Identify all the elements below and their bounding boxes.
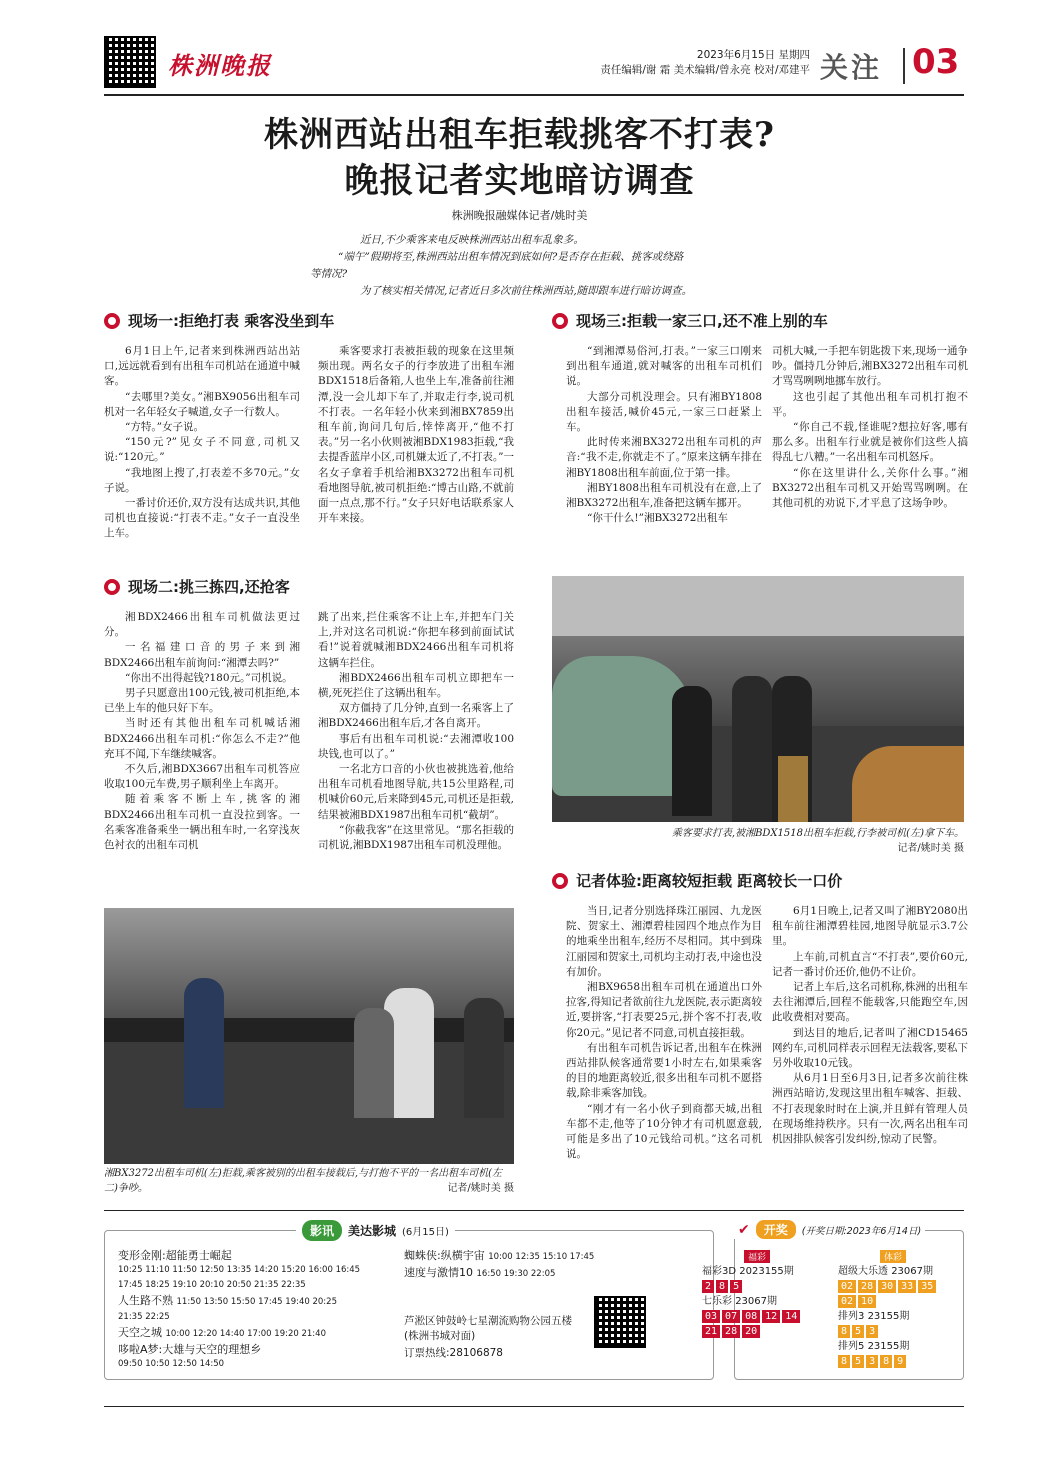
pl5-balls [838, 1354, 962, 1369]
photo2-caption [104, 1166, 514, 1196]
issue-date: 2023年6月15日 星期四 [696, 49, 810, 61]
section1-heading [104, 310, 334, 331]
ball: 08 [742, 1310, 760, 1323]
paragraph: 当日,记者分别选择珠江丽园、九龙医院、贺家土、湘潭碧桂园四个地点作为目的地乘坐出租车,经历不尽相同。其中到珠江丽园和贺家土,司机均主动打表,中途也没有加价。 [566, 905, 762, 978]
section4-col-b [772, 904, 968, 1147]
film-row [118, 1325, 398, 1342]
game-name: 福彩3D [702, 1266, 737, 1277]
newspaper-logo: 株洲晚报 [168, 51, 272, 80]
ball: 2 [702, 1280, 714, 1293]
section-name: 关注 [820, 51, 883, 84]
cinema-address: 芦淞区钟鼓岭七星潮流购物公园五楼(株洲书城对面) [404, 1315, 572, 1342]
paragraph: “去哪里?美女。”湘BX9056出租车司机对一名年轻女子喊道,女子一行数人。 [104, 390, 300, 418]
paragraph: 大部分司机没理会。只有湘BY1808出租车接活,喊价45元,一家三口赶紧上车。 [566, 390, 762, 434]
ball: 03 [702, 1310, 720, 1323]
paragraph: 乘客要求打表被拒载的现象在这里频频出现。两名女子的行李放进了出租车湘BDX1518后备箱,人也坐上车,准备前往湘潭,没一会儿却下车了,并取走行李,说司机不打表。一名年轻小伙来到湘BX7859出租车前,询问几句后,悻悻离开,“他不打表。”另一名小伙则被湘BDX1983拒载,“我去提香蓝岸小区,司机嫌太近了,不打表。”一名女子拿着手机给湘BX3272出租车司机看地图导航,被司机拒绝:“博古山路,不就前面一点点,那不行。”女子只好电话联系家人开车来接。 [318, 345, 514, 525]
ball: 5 [852, 1355, 864, 1368]
cinema-name: 美达影城 [348, 1224, 397, 1238]
section3-col-b [772, 344, 968, 511]
paragraph: 一名福建口音的男子来到湘BDX2466出租车前询问:“湘潭去吗?” [104, 641, 300, 669]
game-name: 排列3 [838, 1311, 865, 1322]
paragraph: 湘BX9658出租车司机在通道出口外拉客,得知记者欲前往九龙医院,表示距离较近,要拼客,“打表要25元,拼个客不打表,收你20元。”见记者不同意,司机直接拒载。 [566, 981, 762, 1039]
bullet-icon [552, 313, 568, 329]
film-title: 变形金刚:超能勇士崛起 [118, 1249, 232, 1262]
paragraph: 湘BY1808出租车司机没有在意,上了湘BX3272出租车,准备把这辆车挪开。 [566, 481, 762, 510]
section4-title: 记者体验:距离较短拒载 距离较长一口价 [576, 872, 843, 890]
lottery-badge: 开奖 [756, 1220, 796, 1239]
paragraph: 一名北方口音的小伙也被挑选着,他给出租车司机看地图导航,共15公里路程,司机喊价60元,后来降到45元,司机还是拒载,结果被湘BDX1987出租车司机“截胡”。 [318, 763, 514, 821]
footer-rule [104, 1406, 964, 1407]
game-issue: 23155期 [867, 1341, 910, 1352]
ball: 28 [858, 1280, 876, 1293]
ball: 02 [838, 1280, 856, 1293]
paragraph: “我地图上搜了,打表差不多70元。”女子说。 [104, 466, 300, 494]
ball: 30 [878, 1280, 896, 1293]
fc-results [702, 1264, 832, 1339]
cinema-date: (6月15日) [402, 1227, 449, 1238]
photo-credit: 记者/姚时美 摄 [447, 1183, 514, 1194]
film-title: 蜘蛛侠:纵横宇宙 [404, 1249, 485, 1262]
paragraph: 当时还有其他出租车司机喊话湘BDX2466出租车司机:“你怎么不走?”他充耳不闻,下车继续喊客。 [104, 717, 300, 760]
lead-line: 近日,不少乘客来电反映株洲西站出租车乱象多。 [360, 234, 584, 246]
paragraph: 6月1日上午,记者来到株洲西站出站口,远远就看到有出租车司机站在通道中喊客。 [104, 345, 300, 388]
ball: 8 [838, 1325, 850, 1338]
paragraph: “你在这里讲什么,关你什么事。”湘BX3272出租车司机又开始骂骂咧咧。在其他司机的劝说下,才平息了这场争吵。 [772, 466, 968, 510]
film-times: 10:00 12:20 14:40 17:00 19:20 21:40 [165, 1329, 326, 1339]
byline: 株洲晚报融媒体记者/姚时美 [451, 209, 588, 222]
section4-heading [552, 870, 842, 891]
paragraph: 从6月1日至6月3日,记者多次前往株洲西站暗访,发现这里出租车喊客、拒载、不打表现象时时在上演,并且鲜有管理人员在现场维持秩序。只有一次,两名出租车司机因排队候客引发纠纷,惊动了民警。 [772, 1072, 968, 1146]
section2-col-a [104, 610, 300, 853]
ball: 10 [858, 1295, 876, 1308]
fc3d-row [702, 1264, 832, 1279]
ball: 3 [866, 1355, 878, 1368]
ball: 8 [716, 1280, 728, 1293]
film-title: 哆啦A梦:大雄与天空的理想乡 [118, 1343, 262, 1356]
lead-line: “端午”假期将至,株洲西站出租车情况到底如何?是否存在拒载、挑客或绕路 [338, 251, 684, 263]
caption-text: 乘客要求打表,被湘BDX1518出租车拒载,行李被司机(左)拿下车。 [671, 828, 964, 839]
film-list-a [118, 1248, 398, 1372]
bullet-icon [104, 313, 120, 329]
paragraph: “你干什么!”湘BX3272出租车 [587, 512, 728, 525]
film-times: 17:45 18:25 19:10 20:10 20:50 21:35 22:35 [118, 1280, 306, 1290]
section1-col-a [104, 344, 300, 542]
fc3d-balls [702, 1279, 832, 1294]
section2-col-b [318, 610, 514, 853]
paragraph: 此时传来湘BX3272出租车司机的声音:“我不走,你就走不了。”原来这辆车排在湘BY1808出租车前面,位于第一排。 [566, 436, 762, 479]
paragraph: 这也引起了其他出租车司机打抱不平。 [772, 390, 968, 418]
ball: 07 [722, 1310, 740, 1323]
game-issue: 2023155期 [739, 1266, 794, 1277]
film-title: 天空之城 [118, 1326, 162, 1339]
paragraph: 不久后,湘BDX3667出租车司机答应收取100元车费,男子顺利坐上车离开。 [104, 763, 300, 791]
ball: 28 [722, 1325, 740, 1338]
ball: 35 [918, 1280, 936, 1293]
lottery-date: (开奖日期:2023年6月14日) [801, 1225, 922, 1237]
photo-argument [104, 908, 514, 1164]
caption-text: 湘BX3272出租车司机(左)拒载,乘客被别的出租车接载后,与打抱不平的一名出租车司机(左二)争吵。 [104, 1168, 502, 1194]
qlc-balls [702, 1309, 832, 1324]
pl3-balls [838, 1324, 962, 1339]
paragraph: 事后有出租车司机说:“去湘潭收100块钱,也可以了。” [318, 732, 514, 760]
photo-credit: 记者/姚时美 摄 [897, 843, 964, 854]
paragraph: 湘BDX2466出租车司机立即把车一横,死死拦住了这辆出租车。 [318, 671, 514, 700]
film-row [404, 1248, 604, 1265]
paragraph: “到湘潭易俗河,打表。”一家三口刚来到出租车通道,就对喊客的出租车司机们说。 [566, 345, 762, 388]
film-times: 10:00 12:35 15:10 17:45 [488, 1252, 595, 1262]
paragraph: 一番讨价还价,双方没有达成共识,其他司机也直接说:“打表不走。”女子一直没坐上车。 [104, 497, 300, 540]
lead-line: 等情况? [310, 268, 348, 280]
lottery-header [734, 1220, 925, 1239]
film-list-b [404, 1248, 604, 1282]
ball: 9 [894, 1355, 906, 1368]
section3-title: 现场三:拒载一家三口,还不准上别的车 [576, 312, 828, 330]
paragraph: 6月1日晚上,记者又叫了湘BY2080出租车前往湘潭碧桂园,地图导航显示3.7公里。 [772, 905, 968, 948]
section1-title: 现场一:拒绝打表 乘客没坐到车 [128, 312, 335, 330]
header-rule [104, 94, 964, 96]
game-issue: 23067期 [891, 1266, 933, 1277]
section4-col-a [566, 904, 762, 1162]
film-row [404, 1265, 604, 1282]
film-times: 09:50 10:50 12:50 14:50 [118, 1359, 225, 1369]
film-times: 10:25 11:10 11:50 12:50 13:35 14:20 15:20 16:00 16:45 [118, 1265, 361, 1275]
paragraph: 上车前,司机直言“不打表”,要价60元,记者一番讨价还价,他仍不让价。 [772, 950, 968, 978]
ball: 8 [838, 1355, 850, 1368]
film-times: 11:50 13:50 15:50 17:45 19:40 20:25 [176, 1297, 337, 1307]
paragraph: 男子只愿意出100元钱,被司机拒绝,本已坐上车的他只好下车。 [104, 687, 300, 715]
game-name: 七乐彩 [702, 1296, 732, 1307]
check-icon: ✔ [738, 1221, 750, 1238]
paragraph: 到达目的地后,记者叫了湘CD15465网约车,司机同样表示回程无法载客,要私下另外收取10元钱。 [772, 1026, 968, 1070]
ball: 02 [838, 1295, 856, 1308]
ball: 5 [852, 1325, 864, 1338]
ball: 12 [762, 1310, 780, 1323]
section2-heading [104, 576, 290, 597]
bullet-icon [552, 873, 568, 889]
dlt-balls [838, 1279, 962, 1294]
pl3-row [838, 1309, 962, 1324]
game-issue: 23067期 [735, 1296, 777, 1307]
ball: 5 [730, 1280, 742, 1293]
tc-results [838, 1264, 962, 1369]
paragraph: 湘BDX2466出租车司机做法更过分。 [104, 611, 300, 639]
ball: 21 [702, 1325, 720, 1338]
paragraph: 记者上车后,这名司机称,株洲的出租车去往湘潭后,回程不能载客,只能跑空车,因此收费相对要高。 [772, 981, 968, 1024]
film-row [118, 1293, 398, 1310]
editors-line: 责任编辑/谢 霜 美术编辑/曾永亮 校对/邓建平 [600, 64, 810, 76]
qr-code [104, 36, 156, 88]
ball: 33 [898, 1280, 916, 1293]
section3-heading [552, 310, 828, 331]
game-name: 排列5 [838, 1341, 865, 1352]
film-title: 人生路不熟 [118, 1294, 173, 1307]
pl5-row [838, 1339, 962, 1354]
cinema-badge: 影讯 [302, 1220, 342, 1241]
ball: 14 [782, 1310, 800, 1323]
film-times: 21:35 22:25 [118, 1312, 170, 1322]
section1-col-b [318, 344, 514, 526]
header-divider [903, 48, 905, 84]
paragraph: “你出不出得起钱?180元。”司机说。 [125, 671, 293, 684]
paragraph: 有出租车司机告诉记者,出租车在株洲西站排队候客通常要1小时左右,如果乘客的目的地距离较近,很多出租车司机不愿搭载,除非乘客加钱。 [566, 1041, 762, 1100]
section3-col-a [566, 344, 762, 526]
qlc-balls-2 [702, 1324, 832, 1339]
ball: 3 [866, 1325, 878, 1338]
paragraph: “方特。”女子说。 [125, 421, 204, 434]
paragraph: 司机大喊,一手把车钥匙拨下来,现场一通争吵。僵持几分钟后,湘BX3272出租车司机才骂骂咧咧地挪车放行。 [772, 345, 968, 388]
section2-title: 现场二:挑三拣四,还抢客 [128, 578, 290, 596]
headline-line2: 晚报记者实地暗访调查 [344, 161, 695, 201]
bullet-icon [104, 579, 120, 595]
lead-paragraph [290, 232, 770, 300]
cinema-phone: 订票热线:28106878 [404, 1347, 503, 1359]
sports-label: 体彩 [880, 1250, 906, 1263]
qlc-row [702, 1294, 832, 1309]
film-title: 速度与激情10 [404, 1266, 473, 1279]
dlt-balls-2 [838, 1294, 962, 1309]
game-name: 超级大乐透 [838, 1266, 888, 1277]
header-meta [540, 48, 810, 78]
paragraph: “刚才有一名小伙子到商都天城,出租车都不走,他等了10分钟才有司机愿意载,可能是多出了10元钱给司机。”这名司机说。 [566, 1102, 762, 1161]
paragraph: 跳了出来,拦住乘客不让上车,并把车门关上,并对这名司机说:“你把车移到前面试试看!”说着就喊湘BDX2466出租车司机将这辆车拦住。 [318, 611, 514, 669]
dlt-row [838, 1264, 962, 1279]
ball: 8 [880, 1355, 892, 1368]
cinema-qr-code [594, 1296, 646, 1348]
photo1-caption [552, 826, 964, 856]
welfare-label: 福彩 [744, 1250, 770, 1263]
cinema-header [296, 1220, 455, 1241]
paragraph: “150元?”见女子不同意,司机又说:“120元。” [104, 436, 300, 464]
paragraph: 双方僵持了几分钟,直到一名乘客上了湘BDX2466出租车后,才各自离开。 [318, 702, 514, 730]
film-times: 16:50 19:30 22:05 [476, 1269, 556, 1279]
paragraph: “你自己不载,怪谁呢?想拉好客,哪有那么多。出租车行业就是被你们这些人搞得乱七八糟。”一名出租车司机怒斥。 [772, 421, 968, 464]
photo-luggage [552, 576, 964, 822]
bottom-rule [104, 1210, 964, 1211]
headline-line1: 株洲西站出租车拒载挑客不打表? [264, 115, 775, 155]
page-number: 03 [912, 42, 960, 82]
ball: 20 [742, 1325, 760, 1338]
paragraph: 随着乘客不断上车,挑客的湘BDX2466出租车司机一直没拉到客。一名乘客准备乘坐一辆出租车时,一名穿浅灰色衬衣的出租车司机 [104, 793, 300, 852]
paragraph: “你截我客”在这里常见。“那名拒载的司机说,湘BDX1987出租车司机没理他。 [318, 823, 514, 852]
game-issue: 23155期 [867, 1311, 910, 1322]
lead-line: 为了核实相关情况,记者近日多次前往株洲西站,随即跟车进行暗访调查。 [360, 285, 693, 297]
